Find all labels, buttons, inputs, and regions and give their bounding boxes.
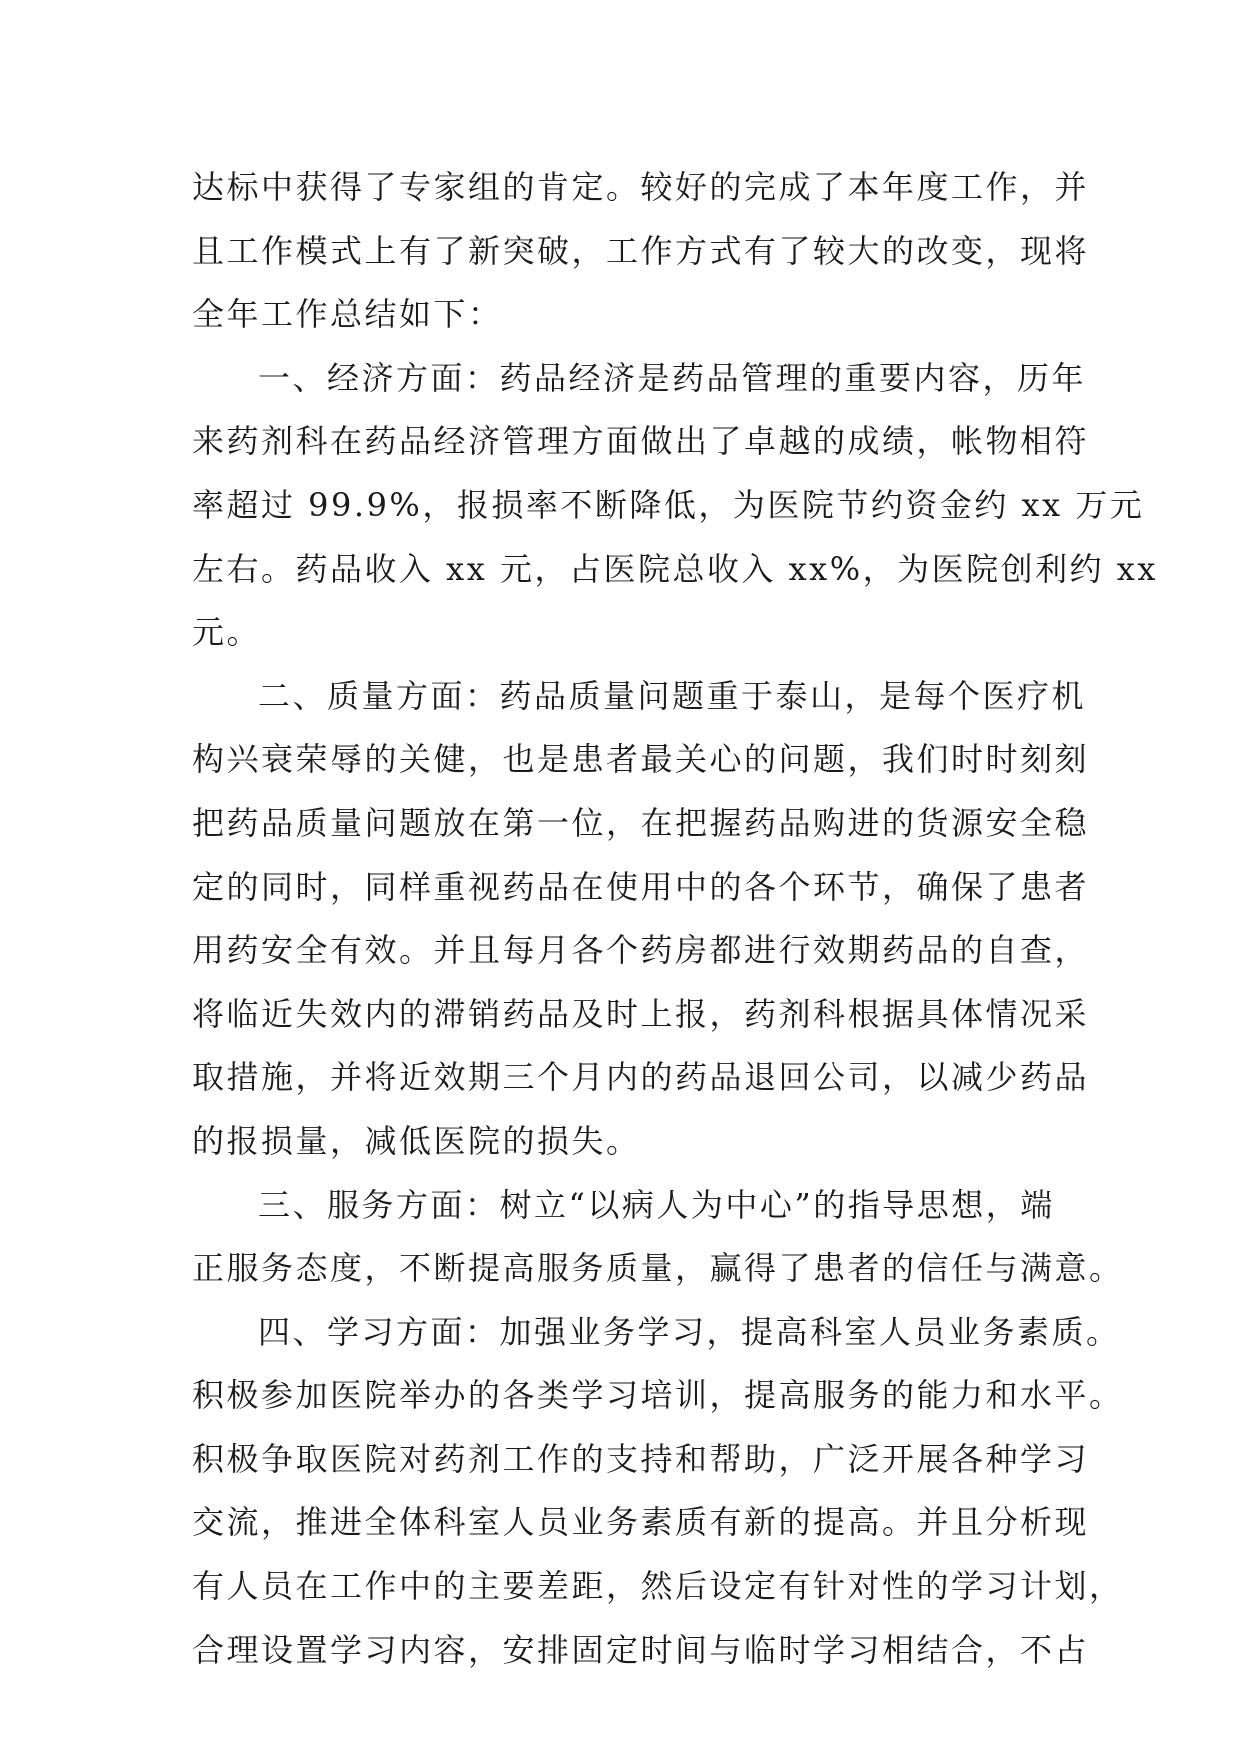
text-line: 的报损量，减低医院的损失。 xyxy=(192,1121,641,1160)
section-heading-line: 二、质量方面：药品质量问题重于泰山，是每个医疗机 xyxy=(258,676,1087,715)
text-line: 把药品质量问题放在第一位，在把握药品购进的货源安全稳 xyxy=(192,803,1090,842)
section-heading-line: 三、服务方面：树立“以病人为中心”的指导思想，端 xyxy=(258,1185,1055,1224)
text-line: 构兴衰荣辱的关健，也是患者最关心的问题，我们时时刻刻 xyxy=(192,740,1090,779)
section-heading-line: 四、学习方面：加强业务学习，提高科室人员业务素质。 xyxy=(258,1312,1121,1351)
text-line: 取措施，并将近效期三个月内的药品退回公司，以减少药品 xyxy=(192,1058,1090,1097)
text-line: 积极参加医院举办的各类学习培训，提高服务的能力和水平。 xyxy=(192,1376,1124,1415)
text-line: 率超过 99.9%，报损率不断降低，为医院节约资金约 xx 万元 xyxy=(192,485,1145,524)
text-line: 正服务态度，不断提高服务质量，赢得了患者的信任与满意。 xyxy=(192,1249,1124,1288)
text-line: 将临近失效内的滞销药品及时上报，药剂科根据具体情况采 xyxy=(192,994,1090,1033)
section-heading-line: 一、经济方面：药品经济是药品管理的重要内容，历年 xyxy=(258,358,1087,397)
text-line: 且工作模式上有了新突破，工作方式有了较大的改变，现将 xyxy=(192,231,1090,270)
text-line: 积极争取医院对药剂工作的支持和帮助，广泛开展各种学习 xyxy=(192,1439,1090,1478)
text-line: 左右。药品收入 xx 元，占医院总收入 xx%，为医院创利约 xx xyxy=(192,549,1158,588)
text-line: 有人员在工作中的主要差距，然后设定有针对性的学习计划， xyxy=(192,1567,1124,1606)
text-line: 交流，推进全体科室人员业务素质有新的提高。并且分析现 xyxy=(192,1503,1090,1542)
text-line: 达标中获得了专家组的肯定。较好的完成了本年度工作，并 xyxy=(192,168,1090,206)
text-line: 全年工作总结如下： xyxy=(192,295,503,334)
text-line: 用药安全有效。并且每月各个药房都进行效期药品的自查， xyxy=(192,931,1090,970)
text-line: 来药剂科在药品经济管理方面做出了卓越的成绩，帐物相符 xyxy=(192,422,1090,461)
document-body xyxy=(192,156,1158,1682)
text-line: 合理设置学习内容，安排固定时间与临时学习相结合，不占 xyxy=(192,1630,1090,1669)
text-line: 元。 xyxy=(192,613,262,652)
text-line: 定的同时，同样重视药品在使用中的各个环节，确保了患者 xyxy=(192,867,1090,906)
